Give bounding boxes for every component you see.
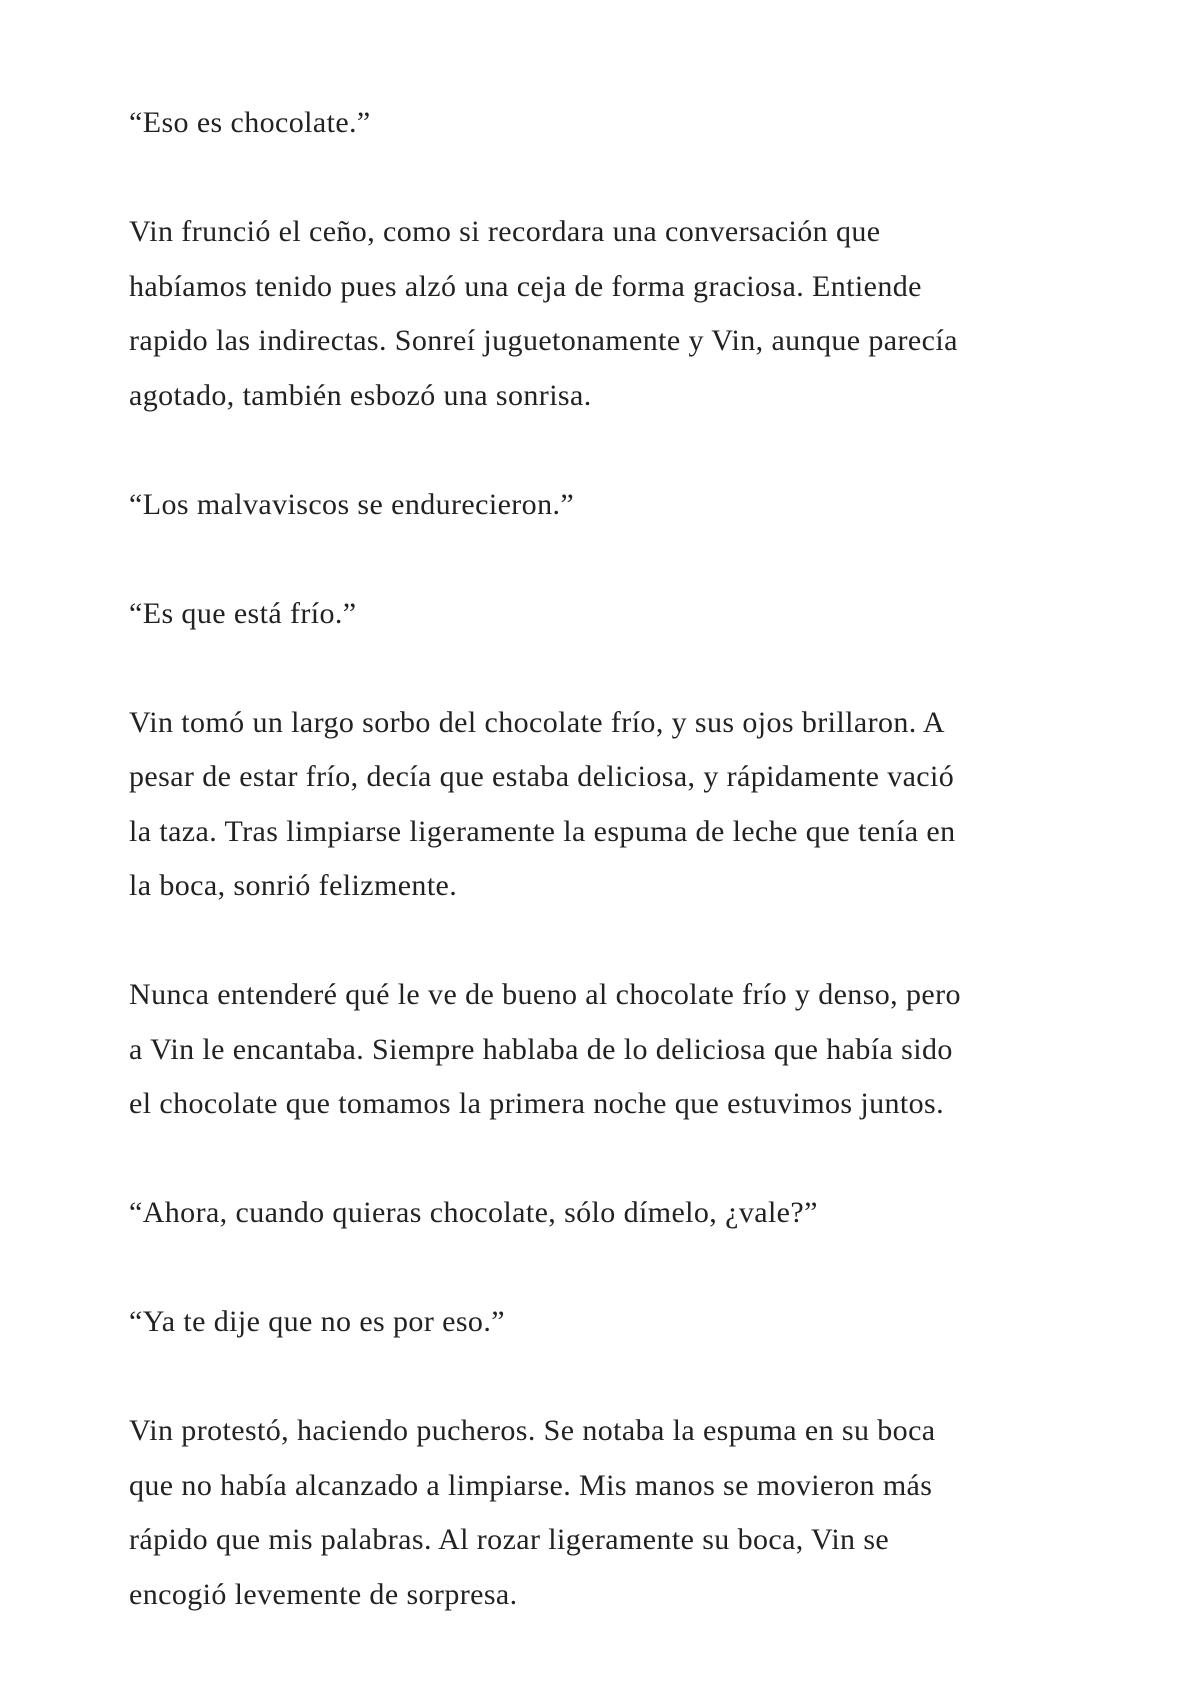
text-line: rápido que mis palabras. Al rozar ligeramente su boca, Vin se [129,1523,890,1556]
paragraph [129,1404,1200,1622]
text-line: rapido las indirectas. Sonreí juguetonamente y Vin, aunque parecía [129,324,958,357]
text-line: “Ahora, cuando quieras chocolate, sólo dímelo, ¿vale?” [129,1196,818,1229]
text-line: Vin frunció el ceño, como si recordara una conversación que [129,215,881,248]
paragraph [129,96,1200,151]
text-line: la boca, sonrió felizmente. [129,869,458,902]
text-line: que no había alcanzado a limpiarse. Mis manos se movieron más [129,1468,933,1502]
text-line: la taza. Tras limpiarse ligeramente la espuma de leche que tenía en [129,814,956,848]
paragraph [129,696,1200,914]
paragraph [129,478,1200,533]
text-line: “Eso es chocolate.” [129,106,371,139]
text-line: agotado, también esbozó una sonrisa. [129,378,592,412]
paragraph [129,1295,1200,1350]
text-line: Vin tomó un largo sorbo del chocolate frío, y sus ojos brillaron. A [129,705,945,739]
text-line: “Los malvaviscos se endurecieron.” [129,487,575,521]
text-line: a Vin le encantaba. Siempre hablaba de lo deliciosa que había sido [129,1032,953,1066]
text-line: encogió levemente de sorpresa. [129,1577,518,1611]
text-line: habíamos tenido pues alzó una ceja de forma graciosa. Entiende [129,269,922,303]
text-line: Vin protestó, haciendo pucheros. Se notaba la espuma en su boca [129,1414,936,1447]
paragraph [129,968,1200,1132]
text-line: “Es que está frío.” [129,596,357,630]
paragraph [129,587,1200,642]
text-line: pesar de estar frío, decía que estaba deliciosa, y rápidamente vació [129,760,955,793]
text-line: el chocolate que tomamos la primera noche que estuvimos juntos. [129,1087,944,1120]
paragraph [129,205,1200,423]
text-line: Nunca entenderé qué le ve de bueno al chocolate frío y denso, pero [129,978,961,1011]
paragraph [129,1186,1200,1241]
text-line: “Ya te dije que no es por eso.” [129,1305,505,1338]
